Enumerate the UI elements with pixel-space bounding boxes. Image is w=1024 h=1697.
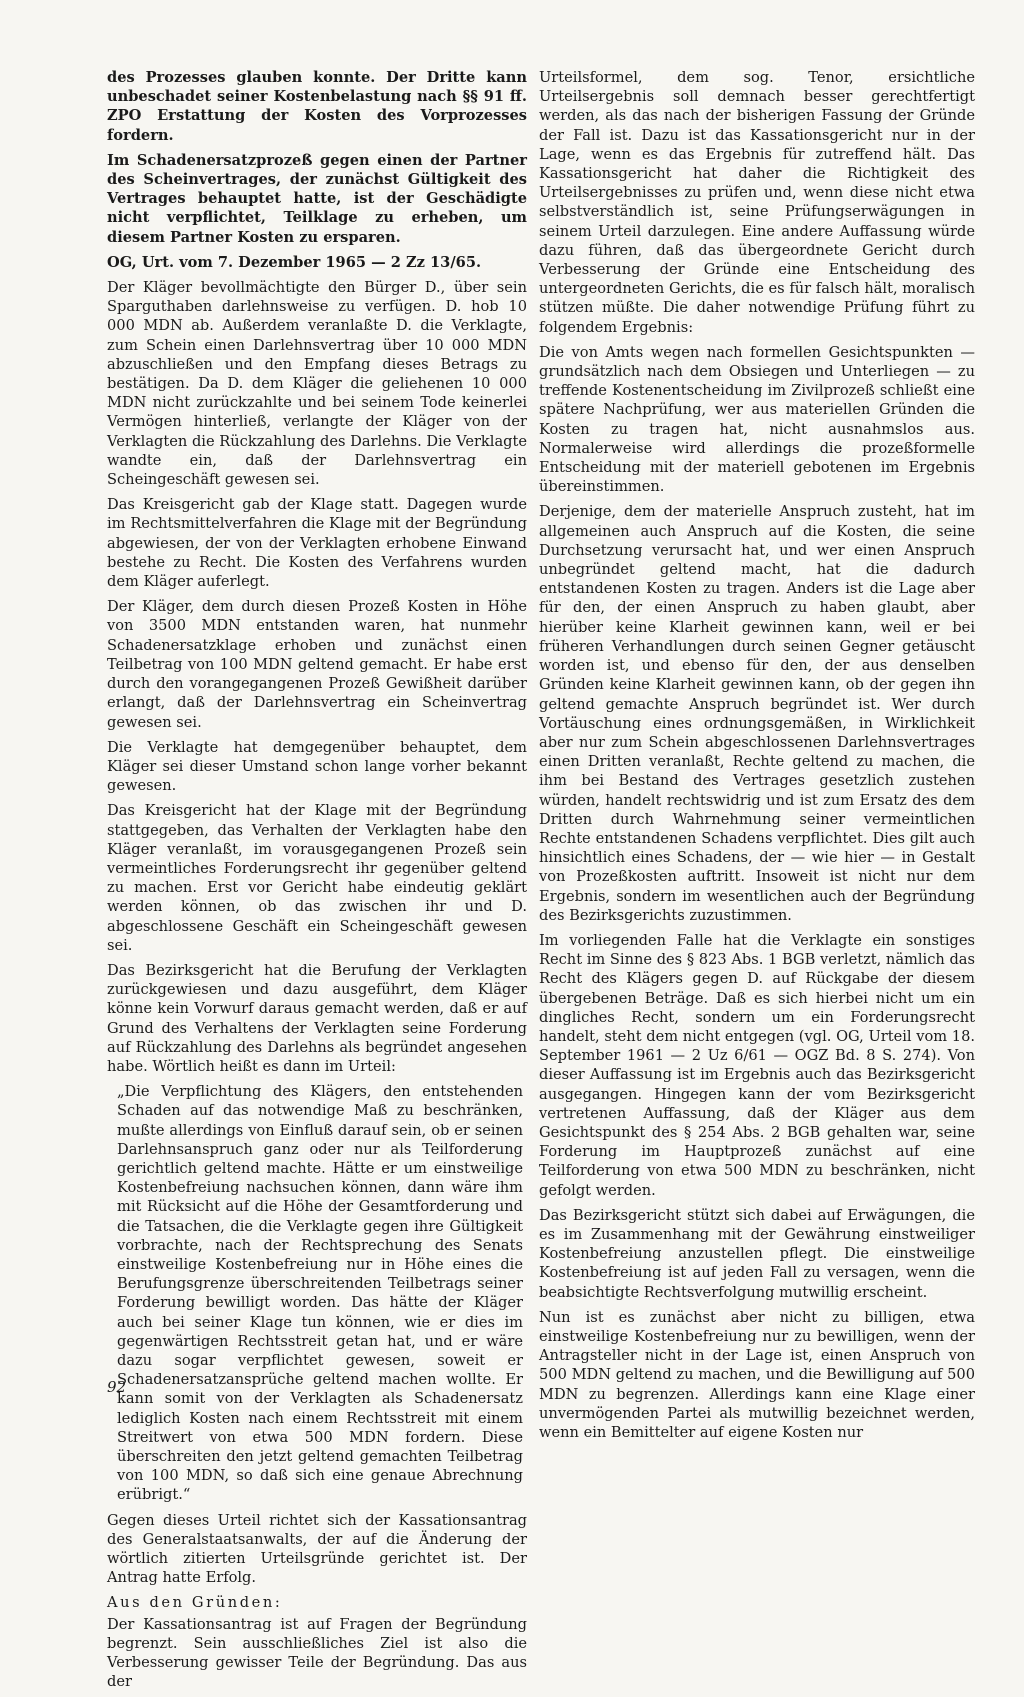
right-column (539, 68, 975, 1448)
page-number: 92 (107, 1378, 127, 1396)
paragraph: Das Kreisgericht hat der Klage mit der Begründung stattgegeben, das Verhalten der Verklagten habe den Kläger veranlaßt, im vorausgegangenen Prozeß sein vermeintliches Forderungsrecht ihr gegenüber geltend zu machen. Erst vor Gericht habe eindeutig geklärt werden können, ob das zwischen ihr und D. abgeschlossene Geschäft ein Scheingeschäft gewesen sei. (107, 802, 527, 954)
paragraph: Im vorliegenden Falle hat die Verklagte ein sonstiges Recht im Sinne des § 823 Abs. 1 BGB verletzt, nämlich das Recht des Klägers gegen D. auf Rückgabe der diesem übergebenen Beträge. Daß es sich hierbei nicht um ein dingliches Recht, sondern um ein Forderungsrecht handelt, steht dem nicht entgegen (vgl. OG, Urteil vom 18. September 1961 — 2 Uz 6/61 — OGZ Bd. 8 S. 274). Von dieser Auffassung ist im Ergebnis auch das Bezirksgericht ausgegangen. Hingegen kann der vom Bezirksgericht vertretenen Auffassung, daß der Kläger aus dem Gesichtspunkt des § 254 Abs. 2 BGB gehalten war, seine Forderung im Hauptprozeß zunächst auf eine Teilforderung von etwa 500 MDN zu beschränken, nicht gefolgt werden. (539, 931, 975, 1199)
headnote-principle: Im Schadenersatzprozeß gegen einen der Partner des Scheinvertrages, der zunächst Gültigkeit des Vertrages behauptet hatte, ist der Geschädigte nicht verpflichtet, Teilklage zu erheben, um diesem Partner Kosten zu ersparen. (107, 151, 527, 246)
paragraph: Gegen dieses Urteil richtet sich der Kassationsantrag des Generalstaatsanwalts, der auf die Änderung der wörtlich zitierten Urteilsgründe gerichtet ist. Der Antrag hatte Erfolg. (107, 1511, 527, 1587)
section-heading: Aus den Gründen: (107, 1594, 283, 1612)
paragraph: Der Kassationsantrag ist auf Fragen der Begründung begrenzt. Sein ausschließliches Ziel ist also die Verbesserung gewisser Teile der Begründung. Das aus der (107, 1615, 527, 1691)
paragraph: Das Bezirksgericht stützt sich dabei auf Erwägungen, die es im Zusammenhang mit der Gewährung einstweiliger Kostenbefreiung anzustellen pflegt. Die einstweilige Kostenbefreiung ist auf jeden Fall zu versagen, wenn die beabsichtigte Rechtsverfolgung mutwillig erscheint. (539, 1206, 975, 1301)
case-citation: OG, Urt. vom 7. Dezember 1965 — 2 Zz 13/65. (107, 253, 482, 271)
left-column (107, 68, 527, 1697)
paragraph: Das Kreisgericht gab der Klage statt. Dagegen wurde im Rechtsmittelverfahren die Klage mit der Begründung abgewiesen, der von der Verklagten erhobene Einwand bestehe zu Recht. Die Kosten des Verfahrens wurden dem Kläger auferlegt. (107, 496, 527, 591)
paragraph: Der Kläger, dem durch diesen Prozeß Kosten in Höhe von 3500 MDN entstanden waren, hat nunmehr Schadenersatzklage erhoben und zunächst einen Teilbetrag von 100 MDN geltend gemacht. Er habe erst durch den vorangegangenen Prozeß Gewißheit darüber erlangt, daß der Darlehnsvertrag ein Scheinvertrag gewesen sei. (107, 598, 527, 731)
paragraph: Derjenige, dem der materielle Anspruch zusteht, hat im allgemeinen auch Anspruch auf die Kosten, die seine Durchsetzung verursacht hat, und wer einen Anspruch unbegründet geltend macht, hat die dadurch entstandenen Kosten zu tragen. Anders ist die Lage aber für den, der einen Anspruch zu haben glaubt, aber hierüber keine Klarheit gewinnen kann, weil er bei früheren Verhandlungen durch seinen Gegner getäuscht worden ist, und ebenso für den, der aus denselben Gründen keine Klarheit gewinnen kann, ob der gegen ihn geltend gemachte Anspruch begründet ist. Wer durch Vortäuschung eines ordnungsgemäßen, in Wirklichkeit aber nur zum Schein abgeschlossenen Darlehnsvertrages einen Dritten veranlaßt, Rechte geltend zu machen, die ihm bei Bestand des Vertrages gesetzlich zustehen würden, handelt rechtswidrig und ist zum Ersatz des dem Dritten durch Wahrnehmung seiner vermeintlichen Rechte entstandenen Schadens verpflichtet. Dies gilt auch hinsichtlich eines Schadens, der — wie hier — in Gestalt von Prozeßkosten auftritt. Insoweit ist nicht nur dem Ergebnis, sondern im wesentlichen auch der Begründung des Bezirksgerichts zuzustimmen. (539, 503, 975, 924)
paragraph: Urteilsformel, dem sog. Tenor, ersichtliche Urteilsergebnis soll demnach besser gerechtfertigt werden, als das nach der bisherigen Fassung der Gründe der Fall ist. Dazu ist das Kassationsgericht nur in der Lage, wenn es das Ergebnis für zutreffend hält. Das Kassationsgericht hat daher die Richtigkeit des Urteilsergebnisses zu prüfen und, wenn diese nicht etwa selbstverständlich ist, seine Prüfungserwägungen in seinem Urteil darzulegen. Eine andere Auffassung würde dazu führen, daß das übergeordnete Gericht durch Verbesserung der Gründe eine Entscheidung des untergeordneten Gerichts, die es für falsch hält, moralisch stützen müßte. Die daher notwendige Prüfung führt zu folgendem Ergebnis: (539, 69, 975, 336)
paragraph: Die Verklagte hat demgegenüber behauptet, dem Kläger sei dieser Umstand schon lange vorher bekannt gewesen. (107, 738, 527, 795)
paragraph: Nun ist es zunächst aber nicht zu billigen, etwa einstweilige Kostenbefreiung nur zu bewilligen, wenn der Antragsteller nicht in der Lage ist, einen Anspruch von 500 MDN geltend zu machen, und die Bewilligung auf 500 MDN zu begrenzen. Allerdings kann eine Klage einer unvermögenden Partei als mutwillig bezeichnet werden, wenn ein Bemittelter auf eigene Kosten nur (539, 1308, 975, 1442)
paragraph: Der Kläger bevollmächtigte den Bürger D., über sein Sparguthaben darlehnsweise zu verfügen. D. hob 10 000 MDN ab. Außerdem veranlaßte D. die Verklagte, zum Schein einen Darlehnsvertrag über 10 000 MDN abzuschließen und den Empfang dieses Betrags zu bestätigen. Da D. dem Kläger die geliehenen 10 000 MDN nicht zurückzahlte und bei seinem Tode keinerlei Vermögen hinterließ, verlangte der Kläger von der Verklagten die Rückzahlung des Darlehns. Die Verklagte wandte ein, daß der Darlehnsvertrag ein Scheingeschäft gewesen sei. (107, 279, 527, 489)
paragraph: Die von Amts wegen nach formellen Gesichtspunkten — grundsätzlich nach dem Obsiegen und Unterliegen — zu treffende Kostenentscheidung im Zivilprozeß schließt eine spätere Nachprüfung, wer aus materiellen Gründen die Kosten zu tragen hat, nicht ausnahmslos aus. Normalerweise wird allerdings die prozeßformelle Entscheidung mit der materiell gebotenen im Ergebnis übereinstimmen. (539, 343, 975, 496)
quoted-judgment: „Die Verpflichtung des Klägers, den entstehenden Schaden auf das notwendige Maß zu beschränken, mußte allerdings von Einfluß darauf sein, ob er seinen Darlehnsanspruch ganz oder nur als Teilforderung gerichtlich geltend machte. Hätte er um einstweilige Kostenbefreiung nachsuchen können, dann wäre ihm mit Rücksicht auf die Höhe der Gesamtforderung und die Tatsachen, die die Verklagte gegen ihre Gültigkeit vorbrachte, nach der Rechtsprechung des Senats einstweilige Kostenbefreiung nur in Höhe eines die Berufungsgrenze überschreitenden Teilbetrags seiner Forderung bewilligt worden. Das hätte der Kläger auch bei seiner Klage tun können, wie er dies im gegenwärtigen Rechtsstreit getan hat, und er wäre dazu sogar verpflichtet gewesen, soweit er Schadenersatzansprüche geltend machen wollte. Er kann somit von der Verklagten als Schadenersatz lediglich Kosten nach einem Rechtsstreit mit einem Streitwert von etwa 500 MDN fordern. Diese überschreiten den jetzt geltend gemachten Teilbetrag von 100 MDN, so daß sich eine genaue Abrechnung erübrigt.“ (117, 1083, 523, 1504)
paragraph: Das Bezirksgericht hat die Berufung der Verklagten zurückgewiesen und dazu ausgeführt, dem Kläger könne kein Vorwurf daraus gemacht werden, daß er auf Grund des Verhaltens der Verklagten seine Forderung auf Rückzahlung des Darlehns als begründet angesehen habe. Wörtlich heißt es dann im Urteil: (107, 961, 527, 1075)
headnote-continuation: des Prozesses glauben konnte. Der Dritte kann unbeschadet seiner Kostenbelastung nach §§ 91 ff. ZPO Erstattung der Kosten des Vorprozesses fordern. (107, 69, 527, 144)
